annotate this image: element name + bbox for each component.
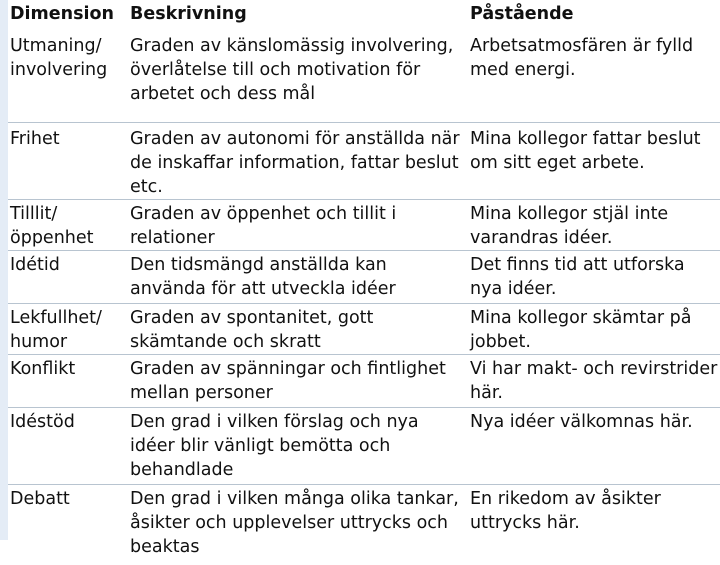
table-row	[8, 408, 720, 485]
table-row	[8, 485, 720, 565]
table-row	[8, 251, 720, 304]
dimension-cell: Debatt	[8, 485, 128, 565]
description-cell: Den tidsmängd anställda kan använda för att utveckla idéer	[128, 251, 468, 304]
table-row	[8, 200, 720, 251]
table-row	[8, 123, 720, 200]
left-accent-strip	[0, 0, 8, 540]
table-header-row	[8, 0, 720, 32]
dimension-cell: Utmaning/ involvering	[8, 32, 128, 123]
header-dimension: Dimension	[8, 0, 128, 32]
description-cell: Den grad i vilken många olika tankar, åsikter och upplevelser uttrycks och beaktas	[128, 485, 468, 565]
statement-cell: En rikedom av åsikter uttrycks här.	[468, 485, 720, 565]
description-cell: Den grad i vilken förslag och nya idéer blir vänligt bemötta och behandlade	[128, 408, 468, 485]
description-cell: Graden av autonomi för anställda när de inskaffar information, fattar beslut etc.	[128, 123, 468, 200]
description-cell: Graden av spontanitet, gott skämtande och skratt	[128, 304, 468, 355]
description-cell: Graden av öppenhet och tillit i relationer	[128, 200, 468, 251]
dimension-cell: Lekfullhet/ humor	[8, 304, 128, 355]
statement-cell: Vi har makt- och revirstrider här.	[468, 355, 720, 408]
statement-cell: Mina kollegor stjäl inte varandras idéer.	[468, 200, 720, 251]
statement-cell: Det finns tid att utforska nya idéer.	[468, 251, 720, 304]
table-row	[8, 304, 720, 355]
description-cell: Graden av känslomässig involvering, överlåtelse till och motivation för arbetet och dess mål	[128, 32, 468, 123]
table-row	[8, 32, 720, 123]
dimension-cell: Konflikt	[8, 355, 128, 408]
dimension-cell: Idétid	[8, 251, 128, 304]
climate-dimensions-table	[8, 0, 720, 565]
statement-cell: Nya idéer välkomnas här.	[468, 408, 720, 485]
header-statement: Påstående	[468, 0, 720, 32]
dimension-cell: Frihet	[8, 123, 128, 200]
dimension-cell: Tilllit/ öppenhet	[8, 200, 128, 251]
dimension-cell: Idéstöd	[8, 408, 128, 485]
header-description: Beskrivning	[128, 0, 468, 32]
statement-cell: Mina kollegor fattar beslut om sitt eget arbete.	[468, 123, 720, 200]
statement-cell: Mina kollegor skämtar på jobbet.	[468, 304, 720, 355]
statement-cell: Arbetsatmosfären är fylld med energi.	[468, 32, 720, 123]
description-cell: Graden av spänningar och fintlighet mellan personer	[128, 355, 468, 408]
table-row	[8, 355, 720, 408]
